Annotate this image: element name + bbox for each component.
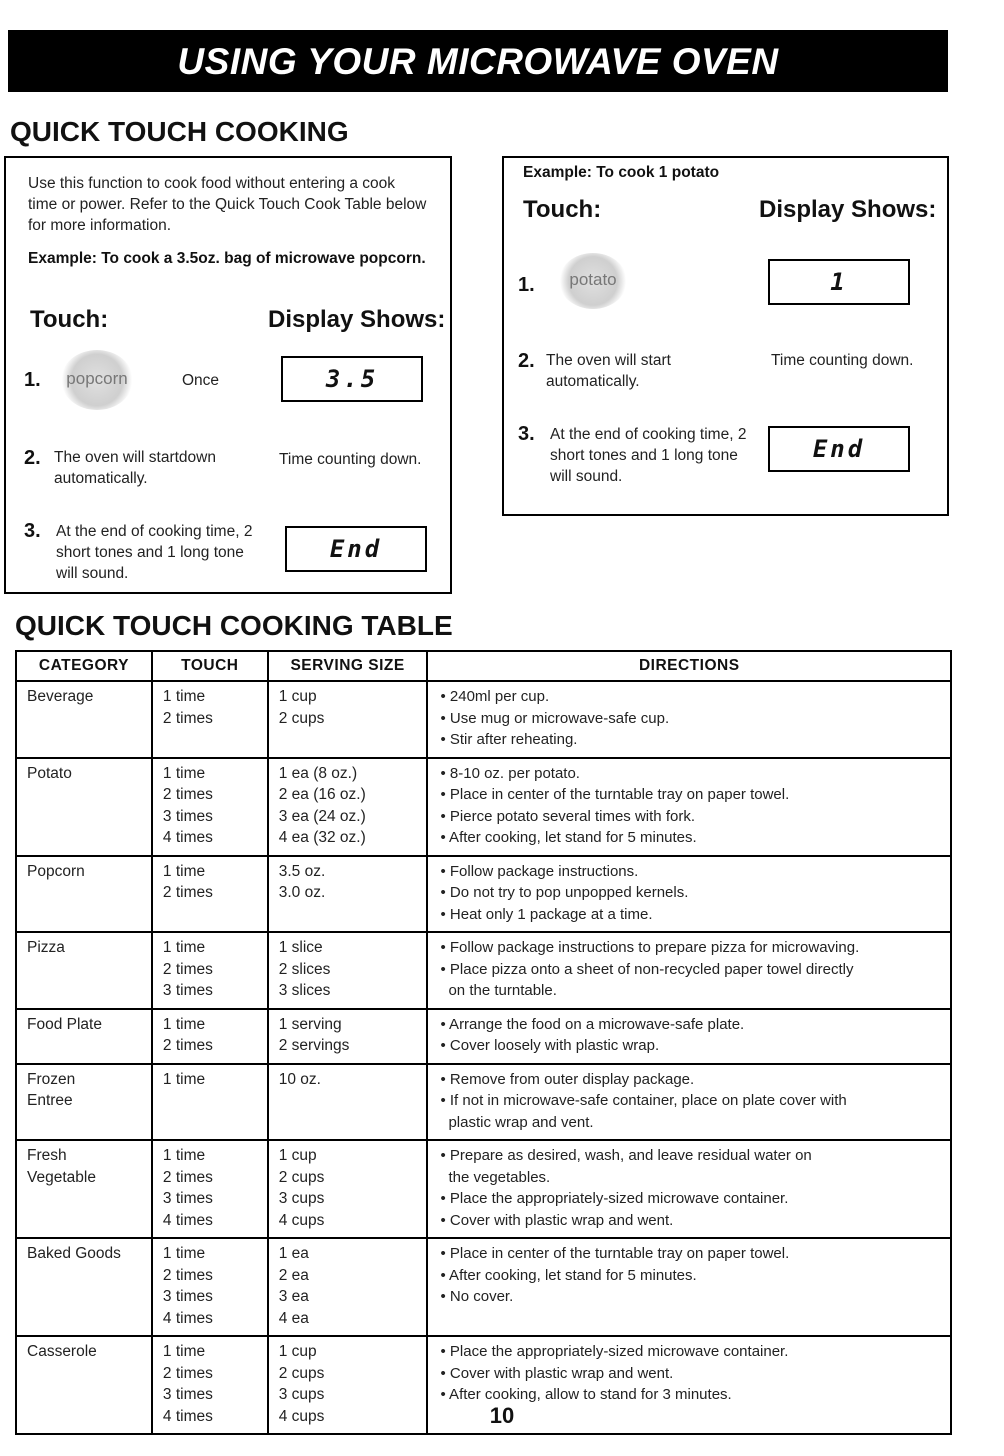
directions-cell — [427, 1238, 951, 1336]
touch-line: 1 time — [162, 1147, 206, 1164]
serving-size-cell — [268, 1238, 428, 1336]
serving-size-line: 1 ea (8 oz.) — [278, 764, 358, 782]
touch-cell — [152, 1009, 268, 1064]
serving-size-line: 2 cups — [278, 1364, 325, 1382]
potato-example-heading: Example: To cook 1 potato — [523, 164, 720, 181]
serving-size-line: 1 cup — [278, 1343, 317, 1360]
touch-cell — [152, 1064, 268, 1141]
directions-cell — [427, 1140, 951, 1238]
category-cell — [16, 932, 152, 1009]
category-line: Popcorn — [27, 862, 85, 880]
serving-size-line: 3 cups — [278, 1190, 325, 1207]
table-header-row — [16, 651, 951, 681]
directions-cell — [427, 856, 951, 933]
serving-size-line: 1 ea — [278, 1245, 309, 1262]
category-cell — [16, 1009, 152, 1064]
touch-line: 2 times — [162, 1168, 213, 1186]
touch-cell — [152, 681, 268, 758]
directions-line: • Use mug or microwave-safe cup. — [440, 709, 670, 727]
directions-line: • Remove from outer display package. — [440, 1070, 695, 1088]
serving-size-cell — [268, 1009, 428, 1064]
category-line: Baked Goods — [27, 1245, 121, 1262]
serving-size-line: 4 ea (32 oz.) — [278, 829, 366, 846]
touch-line: 2 times — [162, 1364, 213, 1382]
step-2-text: The oven will startdown automatically. — [54, 449, 216, 487]
column-header-serving-size: SERVING SIZE — [268, 651, 428, 681]
directions-line: • Place in center of the turntable tray on paper towel. — [440, 1245, 790, 1262]
category-line: Casserole — [27, 1343, 97, 1360]
touch-line: 1 time — [162, 764, 206, 782]
touch-line: 3 times — [162, 807, 213, 825]
serving-size-line: 4 cups — [278, 1211, 325, 1229]
display-shows-header: Display Shows: — [759, 196, 937, 223]
step-2-display-text: Time counting down. — [771, 352, 914, 369]
serving-size-line: 3 ea — [278, 1288, 309, 1305]
directions-line: • Pierce potato several times with fork. — [440, 807, 695, 825]
serving-size-line: 4 cups — [278, 1407, 325, 1425]
directions-line: • Stir after reheating. — [440, 731, 578, 748]
step-1-number: 1. — [24, 369, 41, 391]
table-row — [16, 681, 951, 758]
quick-touch-cooking-title: QUICK TOUCH COOKING — [10, 116, 349, 147]
display-end: End — [768, 426, 910, 472]
serving-size-line: 2 servings — [278, 1037, 350, 1054]
category-cell — [16, 758, 152, 856]
touch-line: 2 times — [162, 786, 213, 803]
column-header-directions: DIRECTIONS — [427, 651, 951, 681]
touch-line: 2 times — [162, 960, 213, 978]
display-popcorn-amount: 3.5 — [281, 356, 423, 402]
serving-size-line: 2 cups — [278, 709, 325, 727]
intro-text: Use this function to cook food without entering a cook time or power. Refer to the Quick Touch Cook Table below for more information. — [28, 175, 427, 234]
directions-line: • After cooking, let stand for 5 minutes. — [440, 1266, 697, 1284]
category-line: Potato — [27, 764, 72, 782]
serving-size-line: 1 slice — [278, 939, 323, 956]
touch-line: 3 times — [162, 1190, 213, 1207]
directions-line: • Place the appropriately-sized microwave container. — [440, 1343, 789, 1360]
category-cell — [16, 1238, 152, 1336]
display-shows-header: Display Shows: — [268, 306, 446, 333]
directions-line: • Place in center of the turntable tray on paper towel. — [440, 786, 790, 803]
category-line: Pizza — [27, 939, 65, 956]
touch-line: 3 times — [162, 982, 213, 999]
step-2-number: 2. — [518, 350, 535, 372]
popcorn-example-box — [4, 156, 452, 594]
serving-size-line: 3.0 oz. — [278, 884, 326, 901]
directions-line: • Do not try to pop unpopped kernels. — [440, 884, 689, 901]
table-row — [16, 932, 951, 1009]
touch-header: Touch: — [30, 306, 109, 333]
display-end: End — [285, 526, 427, 572]
quick-touch-cooking-table — [15, 650, 952, 1435]
serving-size-line: 10 oz. — [278, 1070, 321, 1088]
touch-line: 1 time — [162, 862, 206, 880]
table-row — [16, 758, 951, 856]
serving-size-line: 4 ea — [278, 1309, 309, 1327]
column-header-touch: TOUCH — [152, 651, 268, 681]
directions-line: • Place pizza onto a sheet of non-recycled paper towel directly — [440, 960, 854, 978]
step-3-number: 3. — [24, 520, 41, 542]
directions-cell — [427, 1064, 951, 1141]
serving-size-cell — [268, 758, 428, 856]
directions-cell — [427, 758, 951, 856]
serving-size-line: 2 ea — [278, 1266, 309, 1284]
directions-line: • 8-10 oz. per potato. — [440, 764, 580, 782]
touch-line: 1 time — [162, 1343, 206, 1360]
step-1-number: 1. — [518, 274, 535, 296]
touch-cell — [152, 758, 268, 856]
step-1-note: Once — [182, 372, 220, 389]
directions-line: • 240ml per cup. — [440, 688, 550, 705]
touch-header: Touch: — [523, 196, 602, 223]
display-potato-count: 1 — [768, 259, 910, 305]
step-2-display-text: Time counting down. — [279, 451, 422, 468]
table-row — [16, 1009, 951, 1064]
touch-line: 4 times — [162, 1309, 213, 1327]
directions-line: the vegetables. — [448, 1168, 551, 1186]
touch-line: 3 times — [162, 1288, 213, 1305]
directions-cell — [427, 932, 951, 1009]
directions-line: • Follow package instructions. — [440, 862, 639, 880]
directions-line: • Cover loosely with plastic wrap. — [440, 1037, 660, 1054]
touch-line: 2 times — [162, 884, 213, 901]
popcorn-example-heading: Example: To cook a 3.5oz. bag of microwave popcorn. — [28, 250, 426, 267]
serving-size-cell — [268, 1064, 428, 1141]
serving-size-cell — [268, 932, 428, 1009]
column-header-category: CATEGORY — [16, 651, 152, 681]
category-line: Vegetable — [27, 1168, 96, 1186]
directions-line: • Place the appropriately-sized microwave container. — [440, 1190, 789, 1207]
directions-cell — [427, 681, 951, 758]
table-row — [16, 1140, 951, 1238]
page-banner: USING YOUR MICROWAVE OVEN — [8, 30, 948, 92]
category-line: Fresh — [27, 1147, 67, 1164]
serving-size-line: 2 slices — [278, 960, 331, 978]
serving-size-line: 2 cups — [278, 1168, 325, 1186]
directions-line: • Cover with plastic wrap and went. — [440, 1364, 674, 1382]
serving-size-line: 3 slices — [278, 982, 331, 999]
serving-size-line: 3.5 oz. — [278, 862, 326, 880]
page-number: 10 — [489, 1403, 515, 1428]
directions-line: • Heat only 1 package at a time. — [440, 905, 653, 923]
directions-line: • Follow package instructions to prepare pizza for microwaving. — [440, 939, 860, 956]
serving-size-cell — [268, 681, 428, 758]
directions-line: • After cooking, allow to stand for 3 minutes. — [440, 1386, 732, 1403]
serving-size-line: 3 ea (24 oz.) — [278, 807, 366, 825]
touch-line: 4 times — [162, 1407, 213, 1425]
touch-line: 4 times — [162, 1211, 213, 1229]
serving-size-line: 3 cups — [278, 1386, 325, 1403]
directions-line: • If not in microwave-safe container, place on plate cover with — [440, 1092, 847, 1109]
directions-line: plastic wrap and vent. — [448, 1113, 594, 1131]
touch-line: 1 time — [162, 1015, 206, 1033]
step-3-text: At the end of cooking time, 2 short tones and 1 long tone will sound. — [56, 523, 253, 582]
touch-cell — [152, 1238, 268, 1336]
touch-line: 3 times — [162, 1386, 213, 1403]
table-body — [16, 681, 951, 1434]
touch-line: 1 time — [162, 688, 206, 705]
touch-cell — [152, 1140, 268, 1238]
popcorn-key-icon: popcorn — [61, 350, 133, 410]
directions-line: on the turntable. — [448, 982, 557, 999]
touch-line: 1 time — [162, 939, 206, 956]
serving-size-line: 1 cup — [278, 688, 317, 705]
directions-line: • Prepare as desired, wash, and leave residual water on — [440, 1147, 812, 1164]
serving-size-line: 1 cup — [278, 1147, 317, 1164]
table-row — [16, 856, 951, 933]
touch-line: 4 times — [162, 829, 213, 846]
category-cell — [16, 681, 152, 758]
directions-line: • No cover. — [440, 1288, 514, 1305]
touch-line: 2 times — [162, 709, 213, 727]
step-2-number: 2. — [24, 447, 41, 469]
category-cell — [16, 856, 152, 933]
category-line: Frozen — [27, 1070, 76, 1088]
serving-size-line: 2 ea (16 oz.) — [278, 786, 366, 803]
table-row — [16, 1238, 951, 1336]
serving-size-cell — [268, 1140, 428, 1238]
touch-line: 2 times — [162, 1037, 213, 1054]
directions-cell — [427, 1009, 951, 1064]
table-row — [16, 1064, 951, 1141]
touch-line: 1 time — [162, 1070, 206, 1088]
touch-line: 1 time — [162, 1245, 206, 1262]
serving-size-cell — [268, 856, 428, 933]
category-line: Beverage — [27, 688, 94, 705]
step-3-number: 3. — [518, 423, 535, 445]
serving-size-line: 1 serving — [278, 1015, 342, 1033]
category-line: Entree — [27, 1092, 73, 1109]
potato-example-box — [502, 156, 949, 516]
directions-line: • Arrange the food on a microwave-safe plate. — [440, 1015, 745, 1033]
step-3-text: At the end of cooking time, 2 short tones and 1 long tone will sound. — [550, 426, 747, 485]
category-cell — [16, 1064, 152, 1141]
step-2-text: The oven will start automatically. — [546, 352, 671, 390]
potato-key-icon: potato — [559, 253, 627, 309]
category-cell — [16, 1140, 152, 1238]
touch-cell — [152, 932, 268, 1009]
directions-line: • Cover with plastic wrap and went. — [440, 1211, 674, 1229]
touch-cell — [152, 856, 268, 933]
directions-line: • After cooking, let stand for 5 minutes. — [440, 829, 697, 846]
touch-line: 2 times — [162, 1266, 213, 1284]
cooking-table-title: QUICK TOUCH COOKING TABLE — [15, 610, 453, 641]
category-line: Food Plate — [27, 1015, 102, 1033]
